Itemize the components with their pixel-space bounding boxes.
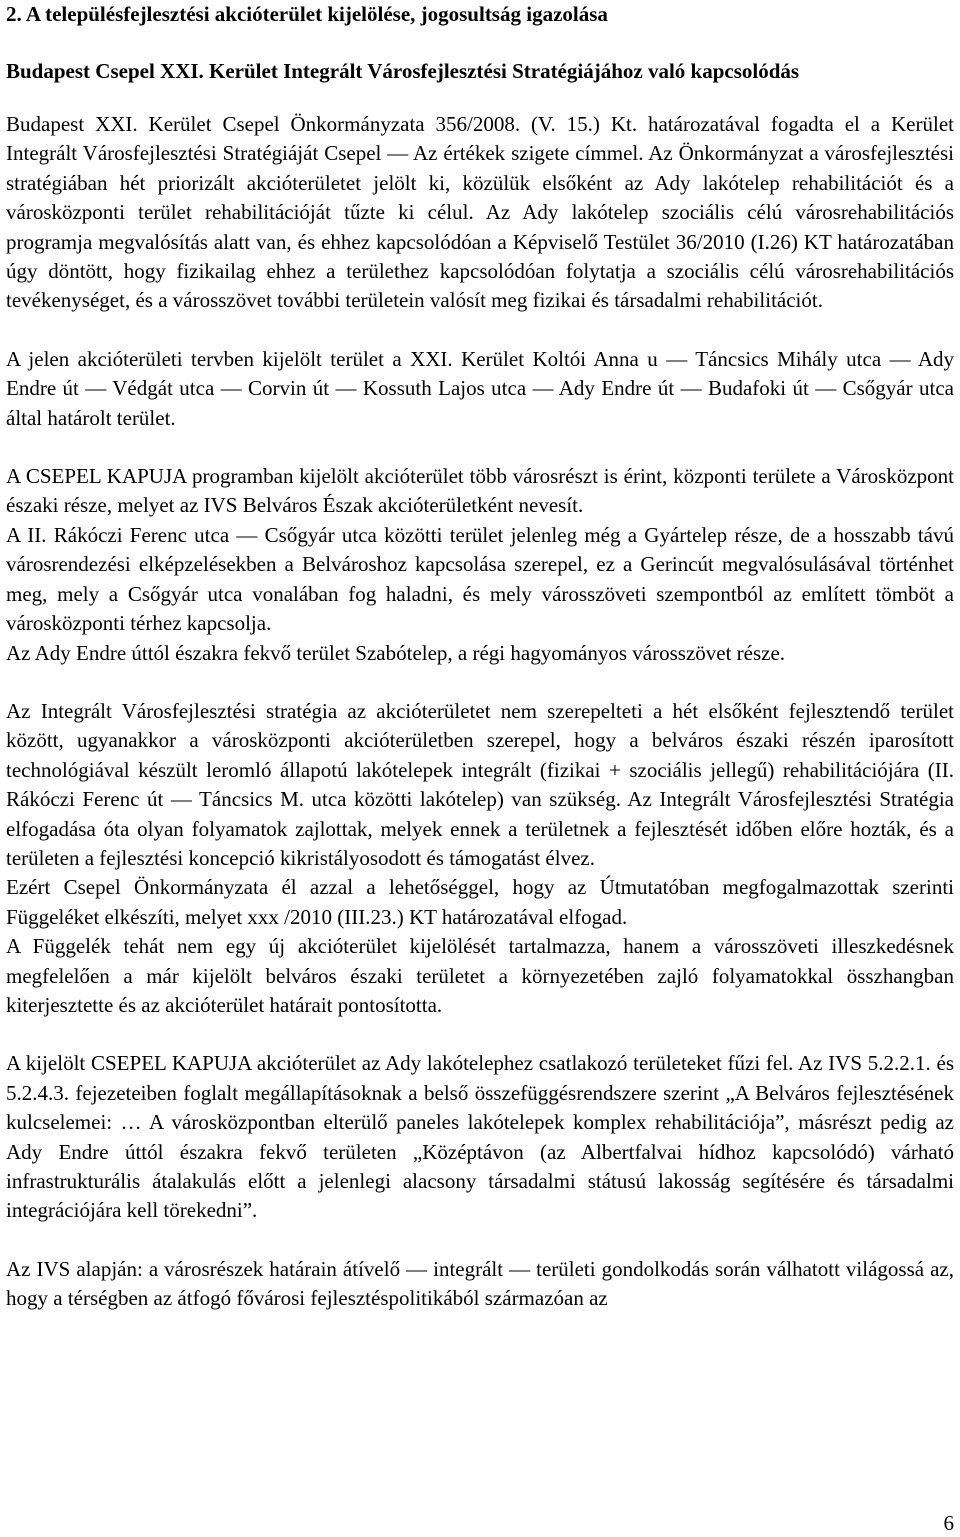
paragraph-csepel-kapuja: A CSEPEL KAPUJA programban kijelölt akcióterület több városrészt is érint, központi területe a Városközpont északi része, melyet az IVS Belváros Észak akcióterületként nevesít. — [6, 464, 954, 518]
paragraph-appendix-adoption: Ezért Csepel Önkormányzata él azzal a lehetőséggel, hogy az Útmutatóban megfogalmazottak szerinti Függeléket elkészíti, melyet xxx /2010 (III.23.) KT határozatával elfogad. — [6, 875, 954, 929]
paragraph-ivs-basis: Az IVS alapján: a városrészek határain átívelő ― integrált ― területi gondolkodás során válhatott világossá az, hogy a térségben az átfogó fővárosi fejlesztéspolitikából származóan az — [6, 1256, 954, 1311]
paragraph-ivs-chapters: A kijelölt CSEPEL KAPUJA akcióterület az Ady lakótelephez csatlakozó területeket fűzi fel. Az IVS 5.2.2.1. és 5.2.4.3. fejezeteiben foglalt megállapításoknak a belső összefüggésrendszere szerint „A Belváros fejlesztésének kulcselemei: … A városközpontban elterülő paneles lakótelepek komplex rehabilitációja”, másrészt pedig az Ady Endre úttól északra fekvő területen „Középtávon (az Albertfalvai hídhoz kapcsolódó) várható infrastrukturális átalakulás előtt a jelenlegi alacsony társadalmi státusú lakosság segítésére és társadalmi integrációjára kell törekedni”. — [6, 1051, 954, 1223]
section-heading: 2. A településfejlesztési akcióterület kijelölése, jogosultság igazolása — [6, 2, 608, 26]
document-page — [6, 0, 954, 1314]
paragraph-rakoczi-area: A II. Rákóczi Ferenc utca ― Csőgyár utca közötti terület jelenleg még a Gyártelep része, de a hosszabb távú városrendezési elképzelésekben a Belvároshoz kapcsolása szerepel, ez a Gerincút megvalósulásával történhet meg, mely a Csőgyár utca vonalában fog haladni, és mely városszöveti szempontból az említett tömböt a városközponti térhez kapcsolja. — [6, 522, 954, 636]
subsection-heading: Budapest Csepel XXI. Kerület Integrált Városfejlesztési Stratégiájához való kapcsolódás — [6, 59, 800, 83]
paragraph-appendix-scope: A Függelék tehát nem egy új akcióterület kijelölését tartalmazza, hanem a városszöveti illeszkedésnek megfelelően a már kijelölt belváros északi területet a környezetében zajló folyamatokkal összhangban kiterjesztette és az akcióterület határait pontosította. — [6, 934, 954, 1017]
paragraph-area-boundary: A jelen akcióterületi tervben kijelölt terület a XXI. Kerület Koltói Anna u ― Táncsics Mihály utca ― Ady Endre út ― Védgát utca ― Corvin út ― Kossuth Lajos utca ― Ady Endre út ― Budafoki út ― Csőgyár utca által határolt terület. — [6, 346, 954, 430]
paragraph-strategy-link: Budapest XXI. Kerület Csepel Önkormányzata 356/2008. (V. 15.) Kt. határozatával fogadta el a Kerület Integrált Városfejlesztési Stratégiáját Csepel ― Az értékek szigete címmel. Az Önkormányzat a városfejlesztési stratégiában hét priorizált akcióterületet jelölt ki, közülük elsőként az Ady lakótelep rehabilitációt és a városközponti terület rehabilitációját tűzte ki célul. Az Ady lakótelep szociális célú városrehabilitációs programja megvalósítás alatt van, és ehhez kapcsolódóan a Képviselő Testület 36/2010 (I.26) KT határozatában úgy döntött, hogy fizikailag ehhez a területhez kapcsolódóan folytatja a szociális célú városrehabilitációs tevékenységet, és a városszövet további területein valósít meg fizikai és társadalmi rehabilitációt. — [6, 112, 954, 313]
paragraph-szabotelep: Az Ady Endre úttól északra fekvő terület Szabótelep, a régi hagyományos városszövet része. — [6, 640, 786, 665]
paragraph-ivs-priority: Az Integrált Városfejlesztési stratégia az akcióterületet nem szerepelteti a hét elsőként fejlesztendő terület között, ugyanakkor a városközponti akcióterületben szerepel, hogy a belváros északi részén iparosított technológiával készült leromló állapotú lakótelepek integrált (fizikai + szociális jellegű) rehabilitációjára (II. Rákóczi Ferenc út ― Táncsics M. utca közötti lakótelep) van szükség. Az Integrált Városfejlesztési Stratégia elfogadása óta olyan folyamatok zajlottak, melyek ennek a területnek a fejlesztését időben előre hozták, és a területen a fejlesztési koncepció kikristályosodott és támogatást élvez. — [6, 698, 954, 870]
page-number: 6 — [943, 1511, 954, 1535]
